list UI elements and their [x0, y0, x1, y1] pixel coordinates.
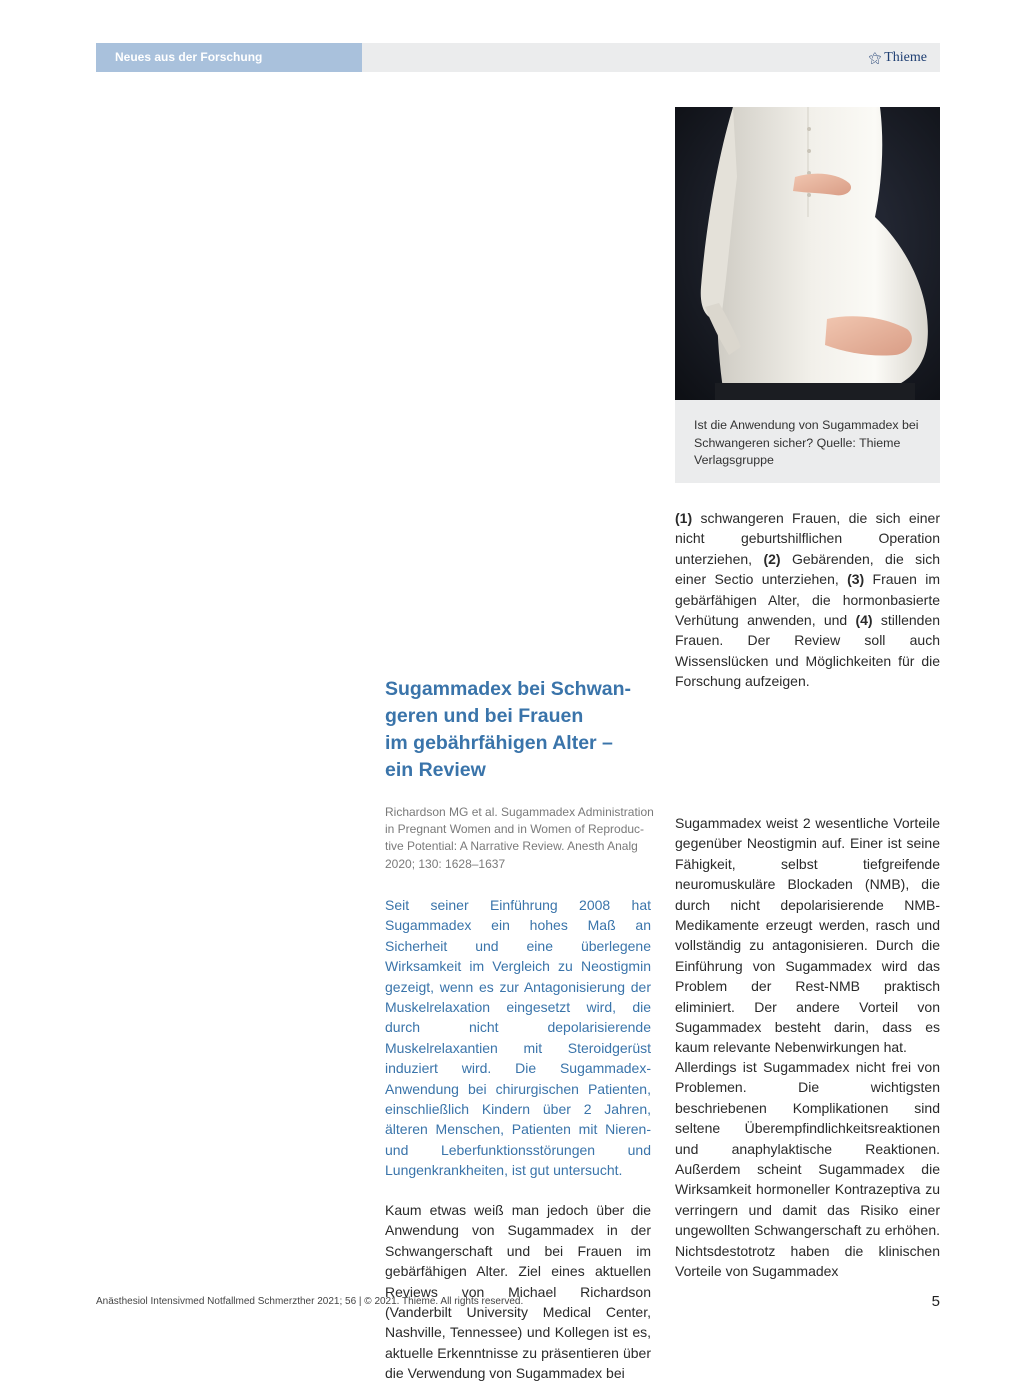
- list-item-number: (3): [847, 571, 865, 588]
- list-item-number: (4): [855, 612, 873, 629]
- thieme-crest-icon: ⚝: [868, 49, 882, 65]
- body-paragraph-1-continued: [675, 508, 940, 692]
- article-photo: [675, 107, 940, 400]
- body-paragraph-3: Allerdings ist Sugammadex nicht frei von Problemen. Die wichtigsten beschriebenen Komplikationen sind seltene Überempfindlichkeitsreaktionen und anaphylaktische Reaktionen. Außerdem scheint Sugammadex die Wirksamkeit hormoneller Kontrazeptiva zu verringern und damit das Risiko einer ungewollten Schwangerschaft zu erhöhen. Nichtsdestotrotz haben die klinischen Vorteile von Sugammadex: [675, 1059, 940, 1280]
- section-label: Neues aus der Forschung: [96, 43, 362, 72]
- article-citation: [385, 804, 653, 873]
- list-item-text: stillenden Frauen.: [675, 612, 941, 649]
- article-title-line: Sugammadex bei Schwan-: [385, 678, 631, 700]
- citation-line: tive Potential: A Narrative Review. Anesth Analg: [385, 839, 638, 854]
- list-item-text: schwangeren Frauen, die sich einer nicht geburtshilflichen Operation unterziehen,: [675, 510, 940, 567]
- citation-line: Richardson MG et al. Sugammadex Administration: [385, 805, 654, 819]
- article-title-line: ein Review: [385, 759, 486, 781]
- body-paragraph-2: Sugammadex weist 2 wesentliche Vorteile gegenüber Neostigmin auf. Einer ist seine Fähigkeit, selbst tiefgreifende neuromuskuläre Blockaden (NMB), die durch nicht depolarisierende NMB-Medikamente erzeugt werden, rasch und vollständig zu antagonisieren. Durch die Einführung von Sugammadex wird das Problem der Rest-NMB praktisch eliminiert. Der andere Vorteil von Sugammadex besteht darin, dass es kaum relevante Nebenwirkungen hat.: [675, 815, 940, 1056]
- body-paragraph-1: Kaum etwas weiß man jedoch über die Anwendung von Sugammadex in der Schwangerschaft und bei Frauen im gebärfähigen Alter. Ziel eines aktuellen Reviews von Michael Richardson (Vanderbilt University Medical Center, Nashville, Tennessee) und Kollegen ist es, aktuelle Erkenntnisse zu präsentieren über die Verwendung von Sugammadex bei: [385, 1202, 651, 1382]
- figure-caption: Ist die Anwendung von Sugammadex bei Schwangeren sicher? Quelle: Thieme Verlagsgruppe: [675, 400, 940, 483]
- citation-line: in Pregnant Women and in Women of Reproduc-: [385, 822, 645, 837]
- page-number: 5: [931, 1293, 940, 1310]
- article-title-line: im gebährfähigen Alter –: [385, 732, 613, 754]
- list-item-number: (1): [675, 510, 693, 526]
- article-title: [385, 676, 655, 784]
- list-item-text: Gebärenden, die sich einer Sectio unterziehen,: [675, 550, 940, 588]
- publisher-logo-text: Thieme: [884, 49, 927, 65]
- article-title-line: geren und bei Frauen: [385, 705, 584, 727]
- citation-line: 2020; 130: 1628–1637: [385, 856, 506, 871]
- list-item-text: Frauen im gebärfähigen Alter, die hormonbasierte Verhütung anwenden, und: [675, 571, 940, 629]
- list-item-number: (2): [763, 550, 781, 567]
- publisher-logo: [869, 43, 927, 72]
- paragraph-end: Der Review soll auch Wissenslücken und Möglichkeiten für die Forschung aufzeigen.: [675, 632, 940, 690]
- article-lead: Seit seiner Einführung 2008 hat Sugammadex ein hohes Maß an Sicherheit und eine überlegene Wirksamkeit im Vergleich zu Neostigmin gezeigt, wenn es zur Antagonisierung der Muskelrelaxation eingesetzt wird, die durch nicht depolarisierende Muskelrelaxantien mit Steroidgerüst induziert wird. Die Sugammadex-Anwendung bei chirurgischen Patienten, einschließlich Kindern über 2 Jahren, älteren Menschen, Patienten mit Nieren- und Leberfunktionsstörungen und Lungenkrankheiten, ist gut untersucht.: [385, 897, 651, 1179]
- pregnant-woman-photo: [675, 107, 940, 400]
- journal-footer: Anästhesiol Intensivmed Notfallmed Schmerzther 2021; 56 | © 2021. Thieme. All rights reserved.: [96, 1296, 524, 1307]
